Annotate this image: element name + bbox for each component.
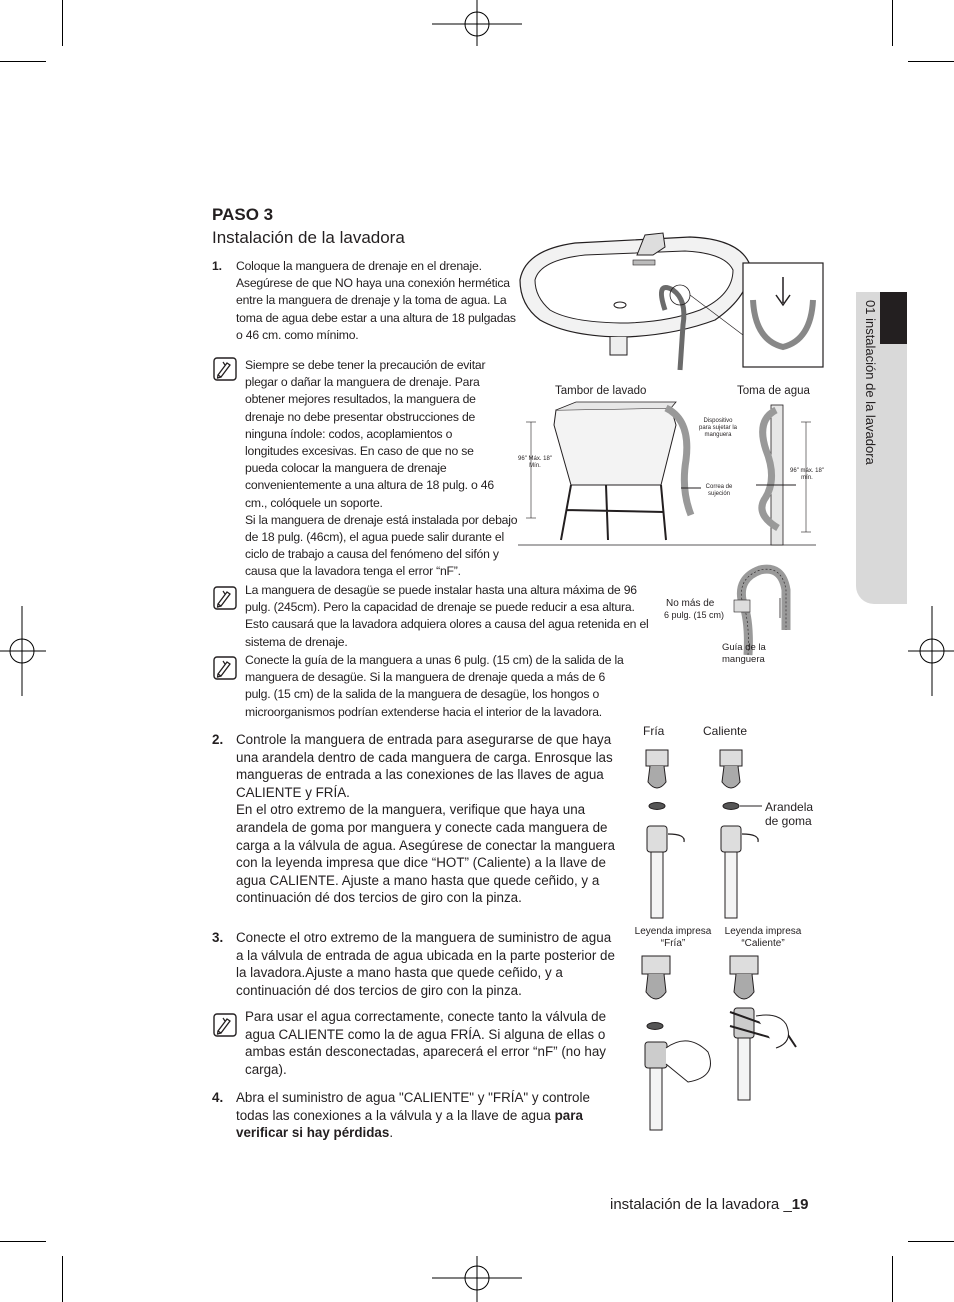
label-hose-guide: Guía de la manguera (722, 642, 766, 665)
faucet-connection-illustration (628, 742, 808, 922)
crop-mark (62, 0, 63, 46)
label-tub: Tambor de lavado (555, 385, 647, 397)
item-text: Coloque la manguera de drenaje en el drenaje. Asegúrese de que NO haya una conexión hermética entre la manguera de drenaje y la toma de agua. La toma de agua debe estar a una altura de 18 pulgadas o 46 cm. como mínimo. (236, 259, 516, 342)
label-height-left: 96" Máx. 18" Mín. (518, 456, 552, 469)
note-icon (213, 656, 237, 680)
sink-illustration (515, 225, 825, 375)
registration-mark (908, 606, 954, 696)
label-printed-hot: Leyenda impresa “Caliente” (724, 926, 802, 949)
label-hot: Caliente (703, 724, 748, 738)
note-icon (213, 357, 237, 381)
label-height-right: 96" máx. 18" mín. (790, 468, 824, 481)
item-number: 4. (212, 1090, 224, 1105)
crop-mark (0, 1241, 46, 1242)
crop-mark (908, 61, 954, 62)
item-text: Abra el suministro de agua "CALIENTE" y "FRÍA" y controle todas las conexiones a la válvula y a la llave de agua para verificar si hay pérdidas. (236, 1090, 590, 1141)
label-cold: Fría (643, 724, 665, 738)
item-number: 1. (212, 259, 222, 273)
crop-mark (908, 1241, 954, 1242)
note-text: Para usar el agua correctamente, conecte tanto la válvula de agua CALIENTE como la de agua FRÍA. Si alguna de ellas o ambas están desconectadas, aparecerá el error “nF” (no hay carga). (245, 1009, 607, 1077)
label-six-inches: 6 pulg. (15 cm) (664, 610, 725, 620)
section-title: Instalación de la lavadora (212, 228, 405, 247)
registration-mark (432, 1256, 522, 1302)
label-holding-device: Dispositivo para sujetar la manguera (698, 418, 738, 438)
item-text: Controle la manguera de entrada para asegurarse de que haya una arandela dentro de cada manguera de carga. Enrosque las mangueras de entrada a las conexiones de las llaves de agua CALIENTE y FRÍA. En el otro extremo de la manguera, verifique que haya una arandela de goma por manguera y conecte cada manguera de carga a la válvula de agua. Asegúrese de conectar la manguera con la leyenda impresa que dice “HOT” (Caliente) a la llave de agua CALIENTE. Ajuste a mano hasta que quede ceñido, y a continuación dé dos tercios de giro con la pinza. (236, 732, 615, 906)
crop-mark (0, 61, 46, 62)
registration-mark (432, 0, 522, 46)
label-tie-strap: Correa de sujeción (705, 484, 733, 497)
note-text: Siempre se debe tener la precaución de evitar plegar o dañar la manguera de drenaje. Para obtener mejores resultados, la manguera de drenaje no debe presentar obstrucciones de ninguna índole: codos, acoplamientos o longitudes excesivas. En caso de que no se pueda colocar la manguera de drenaje convenientemente a una altura de 18 pulg. o 46 cm., colóquele un soporte. Si la manguera de drenaje está instalada por debajo de 18 pulg. (46cm), el agua puede salir durante el ciclo de trabajo a causa del fenómeno del sifón y causa que la lavadora tenga el error “nF”. (245, 358, 518, 579)
step-heading: PASO 3 (212, 205, 274, 224)
page-footer: instalación de la lavadora _19 (610, 1196, 809, 1213)
tub-standpipe-illustration (516, 400, 826, 550)
label-water-outlet: Toma de agua (737, 385, 810, 397)
note-icon (213, 1013, 237, 1037)
label-rubber-washer: Arandela de goma (765, 800, 814, 828)
note-text: Conecte la guía de la manguera a unas 6 pulg. (15 cm) de la salida de la manguera de desagüe. Si la manguera de drenaje queda a más de 6 pulg. (15 cm) de la salida de la manguera de desagüe, los hongos o microorganismos podrían extenderse hacia el interior de la lavadora. (245, 653, 624, 719)
note-text: La manguera de desagüe se puede instalar hasta una altura máxima de 96 pulg. (245cm). Pero la capacidad de drenaje se puede reducir a esa altura. Esto causará que la lavadora adquiera olores a causa del agua retenida en el sistema de drenaje. (245, 583, 649, 649)
item-text: Conecte el otro extremo de la manguera de suministro de agua a la válvula de entrada de agua ubicada en la parte posterior de la lavadora.Ajuste a mano hasta que quede ceñido, y a continuación dé dos tercios de giro con la pinza. (236, 930, 615, 998)
label-printed-cold: Leyenda impresa “Fría” (634, 926, 712, 949)
item-number: 3. (212, 930, 224, 945)
item-number: 2. (212, 732, 224, 747)
chapter-tab-label: 01 instalación de la lavadora (863, 300, 878, 465)
crop-mark (892, 1256, 893, 1302)
label-no-more-than: No más de (666, 598, 715, 609)
note-icon (213, 586, 237, 610)
crop-mark (892, 0, 893, 46)
printed-legend-illustration (628, 952, 808, 1134)
chapter-tab-marker (880, 292, 907, 344)
crop-mark (62, 1256, 63, 1302)
page-number: 19 (791, 1196, 809, 1213)
registration-mark (0, 606, 46, 696)
